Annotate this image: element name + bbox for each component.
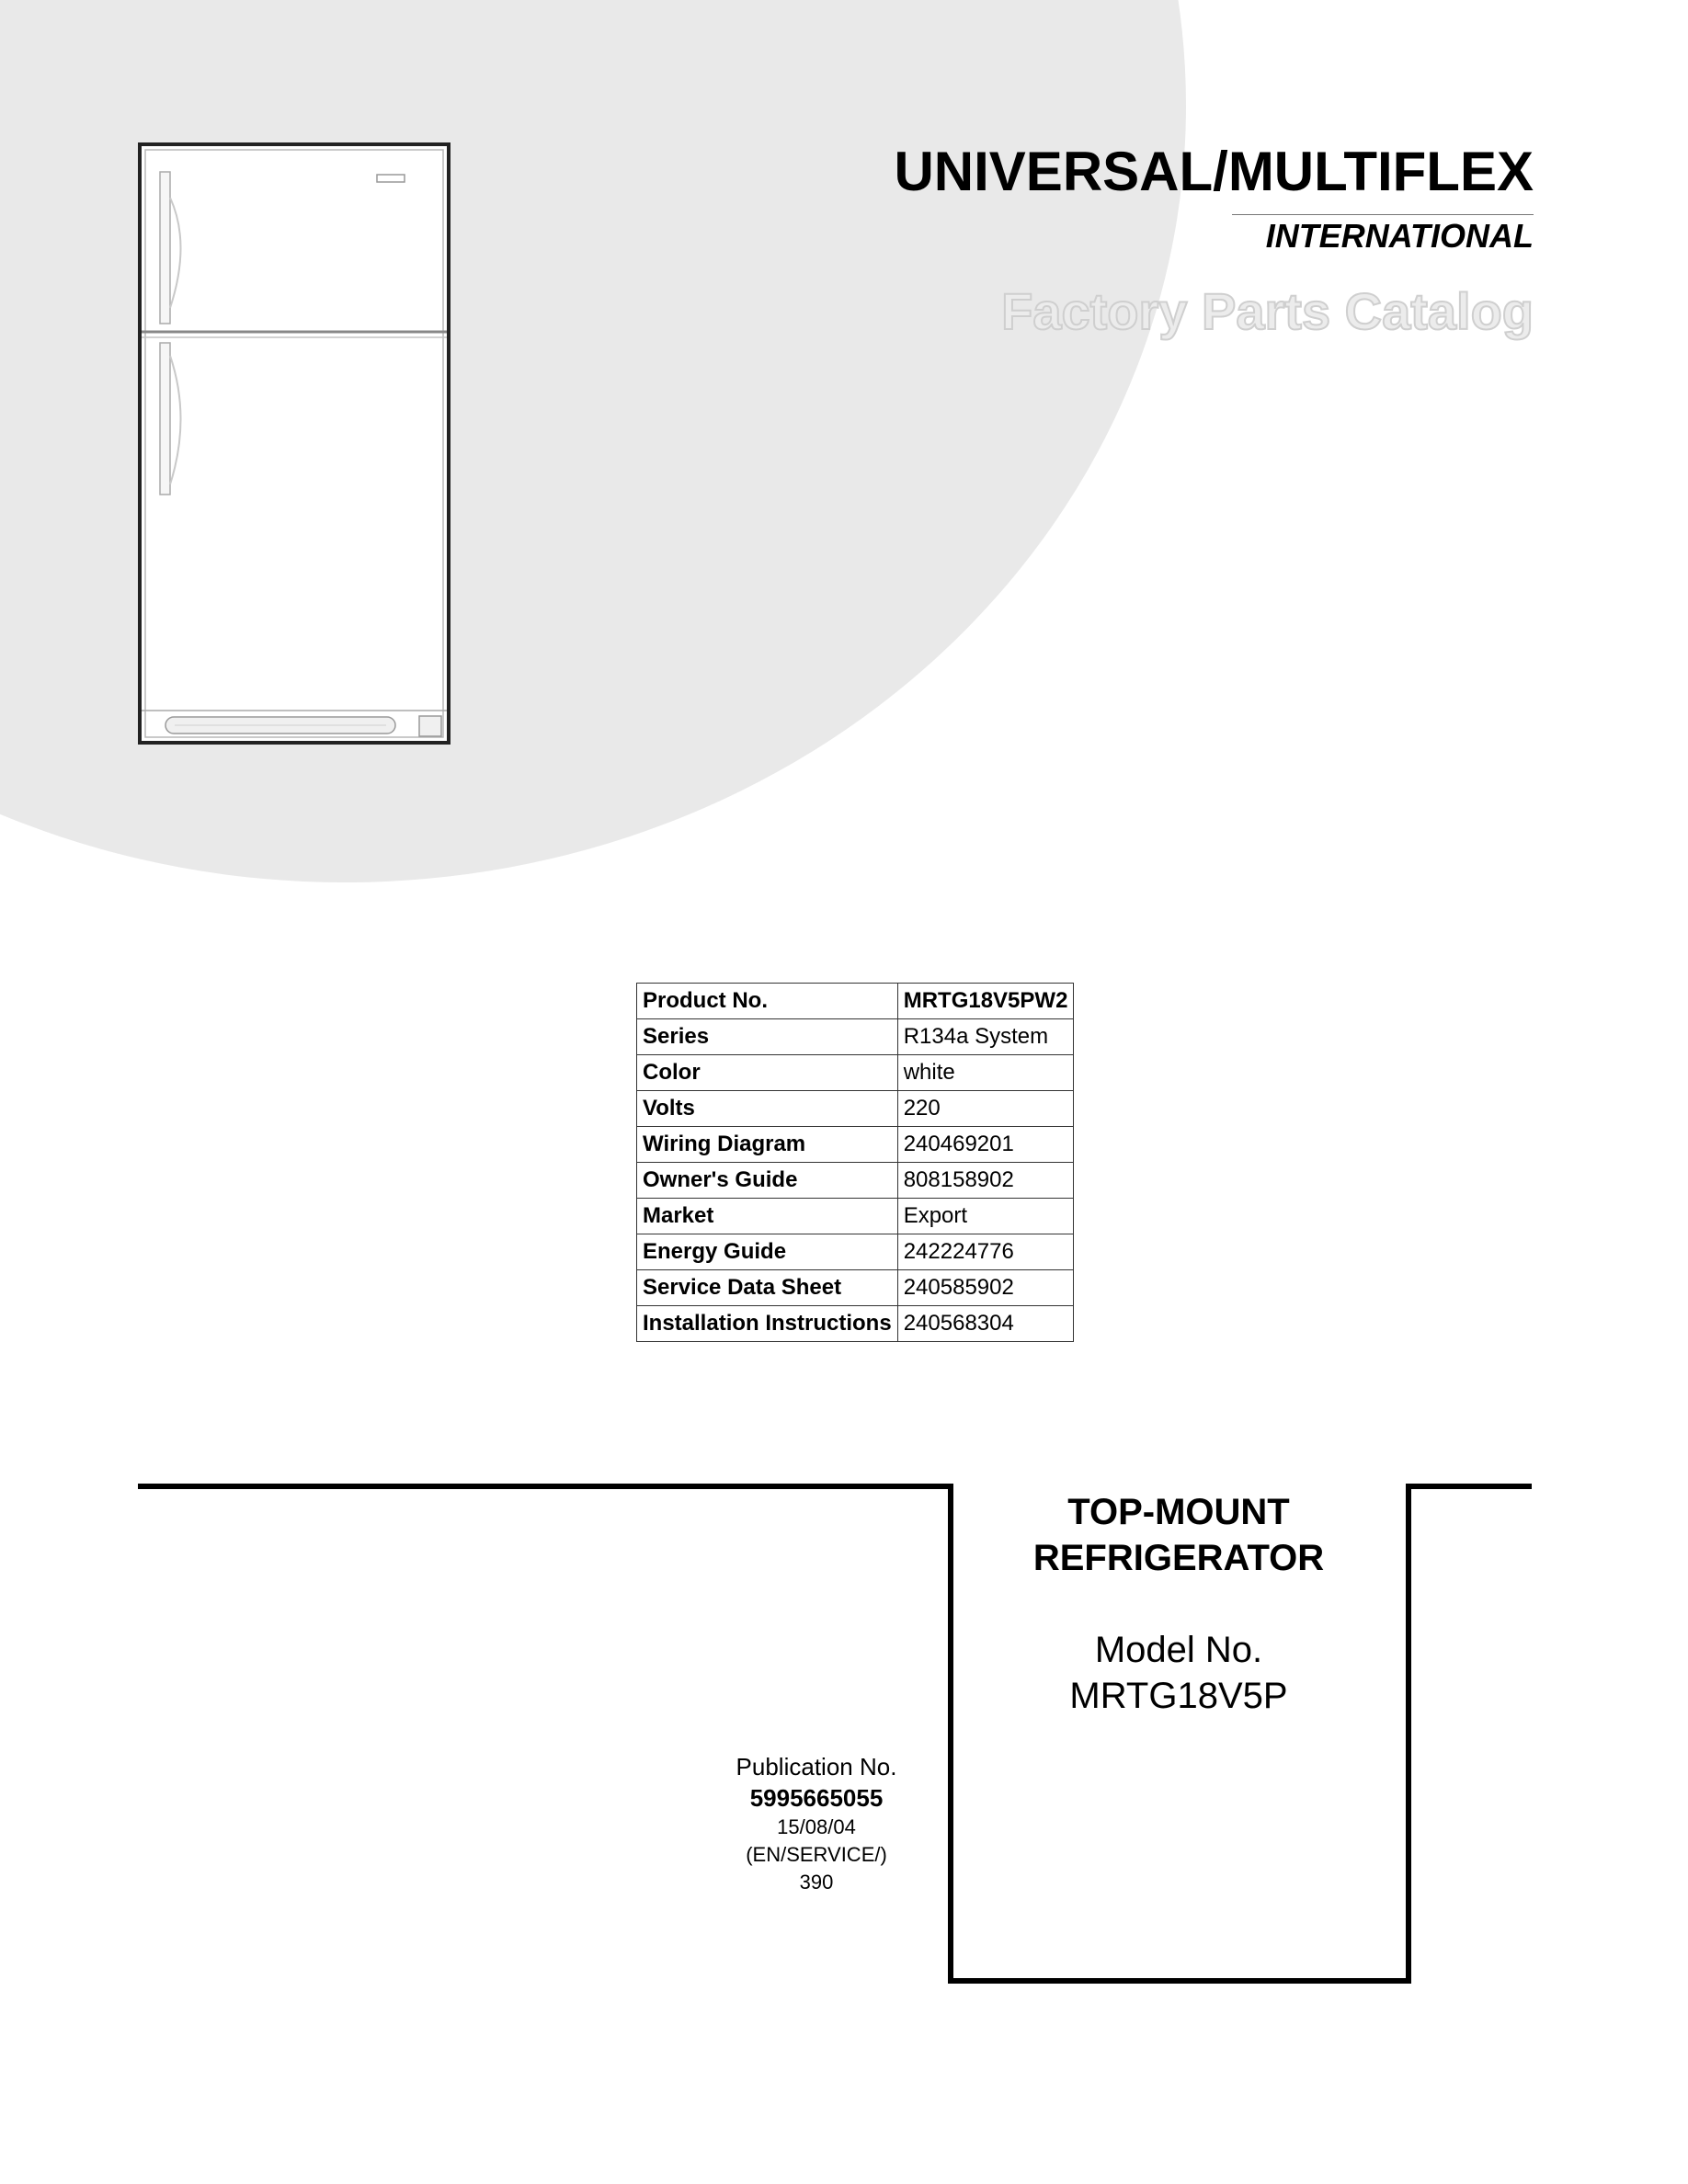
product-type-line: REFRIGERATOR (1032, 1538, 1325, 1578)
publication-date: 15/08/04 (777, 1815, 856, 1838)
spec-value: R134a System (897, 1019, 1074, 1055)
model-number: MRTG18V5P (1069, 1676, 1288, 1716)
table-row (637, 984, 1074, 1019)
spec-label: Market (637, 1199, 898, 1234)
brand-region: INTERNATIONAL (1265, 217, 1534, 255)
table-row (637, 1127, 1074, 1163)
table-row (637, 1234, 1074, 1270)
product-type-line: TOP-MOUNT (1067, 1492, 1290, 1532)
spec-label: Wiring Diagram (637, 1127, 898, 1163)
model-block (949, 1627, 1409, 1719)
model-label: Model No. (1094, 1630, 1263, 1670)
refrigerator-illustration (138, 142, 451, 745)
spec-label: Product No. (637, 984, 898, 1019)
table-row (637, 1270, 1074, 1306)
spec-value: white (897, 1055, 1074, 1091)
publication-code: (EN/SERVICE/) (746, 1843, 887, 1866)
spec-value: 240585902 (897, 1270, 1074, 1306)
spec-value: 808158902 (897, 1163, 1074, 1199)
spec-label: Volts (637, 1091, 898, 1127)
product-type (949, 1489, 1409, 1581)
table-row (637, 1055, 1074, 1091)
spec-label: Energy Guide (637, 1234, 898, 1270)
brand-title: UNIVERSAL/MULTIFLEX (894, 141, 1534, 202)
publication-label: Publication No. (736, 1753, 897, 1780)
spec-label: Series (637, 1019, 898, 1055)
publication-number: 5995665055 (749, 1784, 884, 1812)
spec-value: 242224776 (897, 1234, 1074, 1270)
spec-label: Service Data Sheet (637, 1270, 898, 1306)
spec-value: MRTG18V5PW2 (897, 984, 1074, 1019)
publication-page: 390 (799, 1871, 834, 1894)
spec-value: 240568304 (897, 1306, 1074, 1342)
table-row (637, 1019, 1074, 1055)
table-row (637, 1163, 1074, 1199)
catalog-watermark: Factory Parts Catalog (1001, 282, 1534, 340)
spec-label: Color (637, 1055, 898, 1091)
spec-label: Installation Instructions (637, 1306, 898, 1342)
table-row (637, 1091, 1074, 1127)
brand-divider (1232, 214, 1534, 215)
publication-block (679, 1751, 954, 1896)
table-row (637, 1306, 1074, 1342)
spec-value: 240469201 (897, 1127, 1074, 1163)
spec-label: Owner's Guide (637, 1163, 898, 1199)
spec-table (636, 983, 1074, 1342)
spec-value: 220 (897, 1091, 1074, 1127)
table-row (637, 1199, 1074, 1234)
spec-value: Export (897, 1199, 1074, 1234)
